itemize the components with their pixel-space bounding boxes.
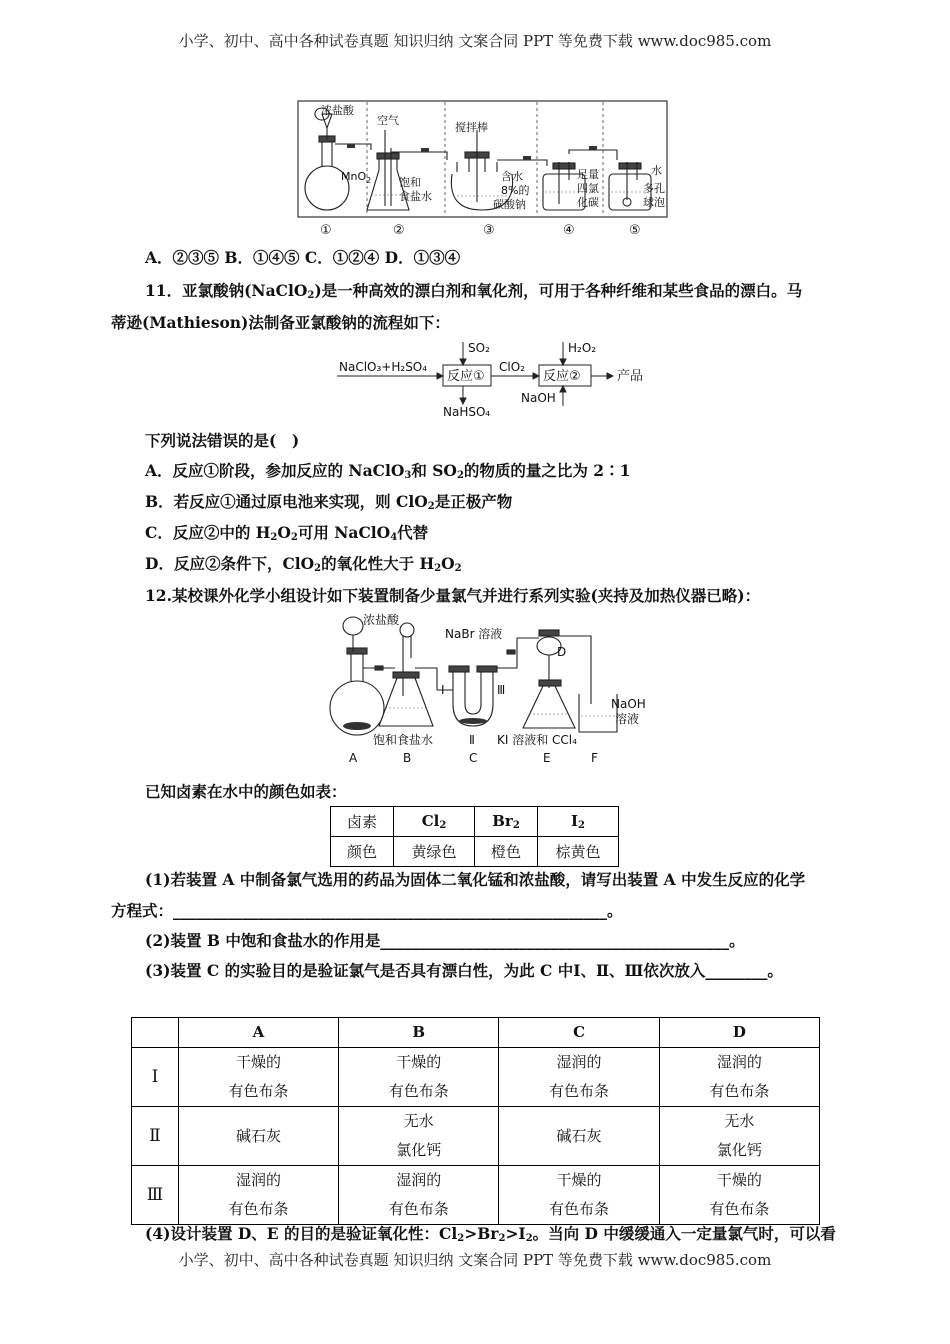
fig1-number: ④: [563, 223, 575, 238]
label-bubble-1: 多孔: [643, 182, 665, 195]
table-cell: 黄绿色: [394, 837, 475, 867]
label-ccl4-3: 化碳: [577, 196, 599, 209]
fig2-naoh-1: NaOH: [611, 697, 646, 711]
apparatus-figure-2: [327, 608, 657, 770]
q11-stem-line1: 11．亚氯酸钠(NaClO$_2$)是一种高效的漂白剂和氧化剂，可用于各种纤维和某些食品的漂白。马: [145, 281, 803, 301]
table-cell: 湿润的 有色布条: [339, 1166, 499, 1225]
flow-reactants: NaClO₃+H₂SO₄: [339, 360, 428, 374]
label-saturated-2: 食盐水: [399, 190, 432, 203]
fig1-number: ①: [320, 223, 332, 238]
fig2-letter: B: [403, 751, 412, 765]
flow-product: 产品: [617, 369, 644, 384]
label-air: 空气: [377, 114, 399, 127]
table-cell: 棕黄色: [538, 837, 619, 867]
q11-question: 下列说法错误的是( ): [145, 431, 300, 450]
label-mno2: MnO$_2$: [341, 170, 372, 185]
fig2-nabr: NaBr 溶液: [445, 627, 503, 641]
table-cell: 颜色: [331, 837, 394, 867]
options-table: [131, 1017, 820, 1225]
table-cell: 干燥的 有色布条: [178, 1048, 338, 1107]
flow-reaction-1: 反应①: [447, 369, 485, 384]
label-bubble-2: 球泡: [643, 196, 665, 209]
flow-reaction-2: 反应②: [543, 369, 581, 384]
table-header: [132, 1018, 179, 1048]
table-cell: 卤素: [331, 807, 394, 837]
q12-part2: (2)装置 B 中饱和食盐水的作用是_____________________________________________。: [145, 931, 745, 950]
fig2-naoh-2: 溶液: [615, 712, 640, 726]
fig1-number: ⑤: [629, 223, 641, 238]
label-na2co3-2: 8%的: [501, 184, 530, 197]
label-water: 水: [651, 164, 662, 177]
table-cell: 无水 氯化钙: [339, 1107, 499, 1166]
label-na2co3-3: 碳酸钠: [493, 198, 526, 211]
table-cell: $I_2$: [538, 807, 619, 837]
flow-naoh: NaOH: [521, 391, 556, 405]
label-saturated-1: 饱和: [399, 176, 421, 189]
flow-clo2: ClO₂: [499, 360, 525, 374]
q12-stem: 12.某校课外化学小组设计如下装置制备少量氯气并进行系列实验(夹持及加热仪器已略)：: [145, 586, 761, 605]
apparatus-figure-1: [297, 100, 669, 240]
table-cell: 橙色: [475, 837, 538, 867]
fig2-b-label: 饱和食盐水: [373, 733, 434, 747]
fig2-letter: A: [349, 751, 358, 765]
fig1-number: ③: [483, 223, 495, 238]
table-row: [132, 1107, 820, 1166]
q11-option-a: A．反应①阶段，参加反应的 NaClO$_3$和 $SO_2$的物质的量之比为 2∶1: [145, 461, 631, 481]
fig2-letter: F: [591, 751, 598, 765]
table-cell: 湿润的 有色布条: [178, 1166, 338, 1225]
page-footer: 小学、初中、高中各种试卷真题 知识归纳 文案合同 PPT 等免费下载 www.doc985.com: [178, 1251, 772, 1269]
q12-part1-a: (1)若装置 A 中制备氯气选用的药品为固体二氧化锰和浓盐酸，请写出装置 A 中发生反应的化学: [145, 870, 806, 889]
fig2-i: Ⅰ: [441, 683, 445, 697]
table-header: D: [659, 1018, 819, 1048]
table-row: [132, 1166, 820, 1225]
table-cell: 干燥的 有色布条: [339, 1048, 499, 1107]
table-cell: 无水 氯化钙: [659, 1107, 819, 1166]
flow-so2: SO₂: [468, 341, 490, 355]
table-header: A: [178, 1018, 338, 1048]
fig2-conc-hcl: 浓盐酸: [363, 613, 400, 627]
label-stir-rod: 搅拌棒: [455, 121, 488, 134]
fig2-d: D: [557, 645, 567, 659]
fig2-letter: E: [543, 751, 551, 765]
row-label: Ⅰ: [132, 1048, 179, 1107]
table-row: [331, 807, 619, 837]
label-conc-hcl: 浓盐酸: [321, 104, 354, 117]
table-header: C: [499, 1018, 659, 1048]
table-cell: $Br_2$: [475, 807, 538, 837]
fig2-ii: Ⅱ: [469, 733, 475, 747]
page-header: 小学、初中、高中各种试卷真题 知识归纳 文案合同 PPT 等免费下载 www.doc985.com: [178, 32, 772, 50]
table-cell: 湿润的 有色布条: [659, 1048, 819, 1107]
q11-option-d: D．反应②条件下，ClO$_2$的氧化性大于 $H_2O_2$: [145, 554, 462, 574]
row-label: Ⅲ: [132, 1166, 179, 1225]
table-row: [132, 1018, 820, 1048]
table-header: B: [339, 1018, 499, 1048]
fig2-iii: Ⅲ: [497, 683, 506, 697]
q11-option-c: C．反应②中的 $H_2O_2$可用 NaClO$_4$代替: [145, 523, 429, 543]
q10-options: A．②③⑤ B．①④⑤ C．①②④ D．①③④: [145, 248, 461, 267]
label-ccl4-1: 足量: [577, 168, 599, 181]
table-cell: $Cl_2$: [394, 807, 475, 837]
q12-part4: (4)设计装置 D、E 的目的是验证氧化性：$Cl_2>Br_2>I_2$。当向 D 中缓缓通入一定量氯气时，可以看: [145, 1224, 836, 1244]
label-ccl4-2: 四氯: [577, 182, 599, 195]
label-na2co3-1: 含水: [501, 170, 523, 183]
row-label: Ⅱ: [132, 1107, 179, 1166]
flow-nahso4: NaHSO₄: [443, 405, 491, 419]
fig2-e-label: KI 溶液和 CCl₄: [497, 733, 577, 747]
flow-h2o2: H₂O₂: [568, 341, 597, 355]
table-row: [132, 1048, 820, 1107]
q12-part3: (3)装置 C 的实验目的是验证氯气是否具有漂白性，为此 C 中Ⅰ、Ⅱ、Ⅲ依次放入________。: [145, 961, 783, 980]
q11-stem-line2: 蒂逊(Mathieson)法制备亚氯酸钠的流程如下：: [111, 313, 450, 332]
table-cell: 碱石灰: [178, 1107, 338, 1166]
q12-part1-b: 方程式：________________________________________________________。: [111, 901, 623, 920]
halogen-color-table: [330, 806, 619, 867]
table-cell: 湿润的 有色布条: [499, 1048, 659, 1107]
table-row: [331, 837, 619, 867]
table-cell: 干燥的 有色布条: [659, 1166, 819, 1225]
q11-option-b: B．若反应①通过原电池来实现，则 ClO$_2$是正极产物: [145, 492, 513, 512]
fig1-number: ②: [393, 223, 405, 238]
fig2-letter: C: [469, 751, 478, 765]
table-cell: 干燥的 有色布条: [499, 1166, 659, 1225]
table-cell: 碱石灰: [499, 1107, 659, 1166]
table-intro: 已知卤素在水中的颜色如表：: [145, 782, 347, 801]
flow-chart: [335, 338, 655, 420]
